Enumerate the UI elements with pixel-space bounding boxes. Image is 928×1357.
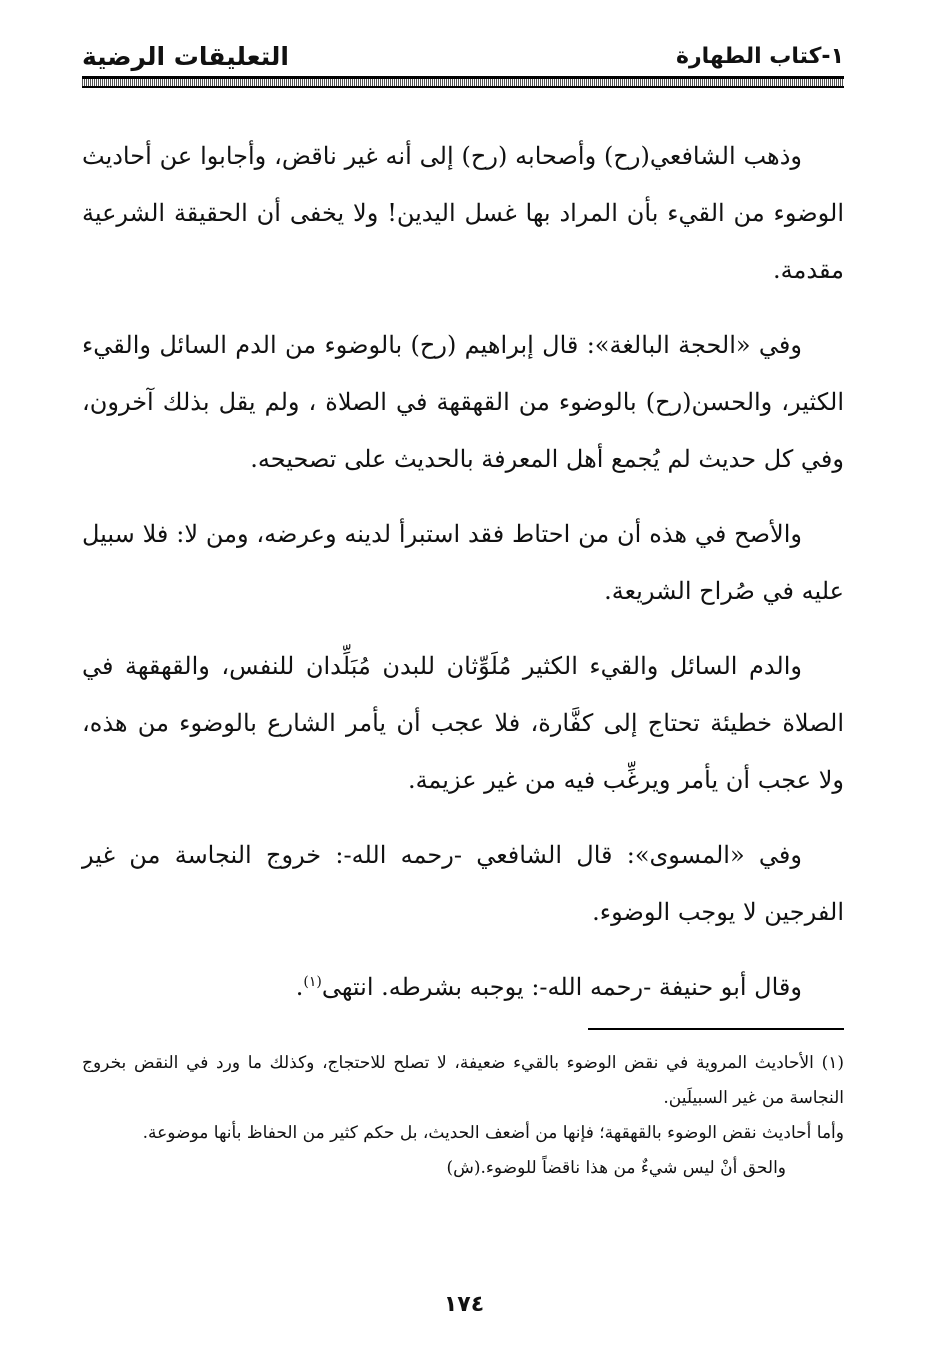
footnote: والحق أنْ ليس شيءٌ من هذا ناقضاً للوضوء.(ش) xyxy=(446,1158,786,1178)
paragraph-last xyxy=(82,959,844,1016)
book-title: التعليقات الرضية xyxy=(82,42,289,71)
paragraph: وفي «المسوى»: قال الشافعي -رحمه الله-: خروج النجاسة من غير الفرجين لا يوجب الوضوء. xyxy=(82,841,844,926)
footnote-marker: (١) xyxy=(303,974,322,990)
page-number: ١٧٤ xyxy=(443,1292,485,1317)
footnotes xyxy=(82,1046,844,1186)
footnote-separator xyxy=(588,1028,844,1030)
paragraph: وفي «الحجة البالغة»: قال إبراهيم (رح) بالوضوء من الدم السائل والقيء الكثير، والحسن(رح) بالوضوء من القهقهة في الصلاة ، ولم يقل بذلك آخرون، وفي كل حديث لم يُجمع أهل المعرفة بالحديث على تصحيحه. xyxy=(82,331,844,473)
footnote: (١) الأحاديث المروية في نقض الوضوء بالقيء ضعيفة، لا تصلح للاحتجاج، وكذلك ما ورد في النقض بخروج النجاسة من غير السبيلَين. xyxy=(82,1053,844,1108)
header-rule xyxy=(82,76,844,88)
paragraph: وذهب الشافعي(رح) وأصحابه (رح) إلى أنه غير ناقض، وأجابوا عن أحاديث الوضوء من القيء بأن المراد بها غسل اليدين! ولا يخفى أن الحقيقة الشرعية مقدمة. xyxy=(82,142,844,284)
paragraph-text: وقال أبو حنيفة -رحمه الله-: يوجبه بشرطه. انتهى xyxy=(321,973,802,1001)
paragraph: والدم السائل والقيء الكثير مُلَوِّثان للبدن مُبَلِّدان للنفس، والقهقهة في الصلاة خطيئة تحتاج إلى كفَّارة، فلا عجب أن يأمر الشارع بالوضوء من هذه، ولا عجب أن يأمر ويرغِّب فيه من غير عزيمة. xyxy=(82,652,844,794)
paragraph: والأصح في هذه أن من احتاط فقد استبرأ لدينه وعرضه، ومن لا: فلا سبيل عليه في صُراح الشريعة. xyxy=(82,520,844,605)
paragraph-end: . xyxy=(295,973,304,1001)
main-text xyxy=(82,128,844,1034)
running-header xyxy=(82,40,844,74)
footnote: وأما أحاديث نقض الوضوء بالقهقهة؛ فإنها من أضعف الحديث، بل حكم كثير من الحفاظ بأنها موضوعة. xyxy=(142,1123,844,1143)
chapter-title: ١-كتاب الطهارة xyxy=(675,44,844,69)
